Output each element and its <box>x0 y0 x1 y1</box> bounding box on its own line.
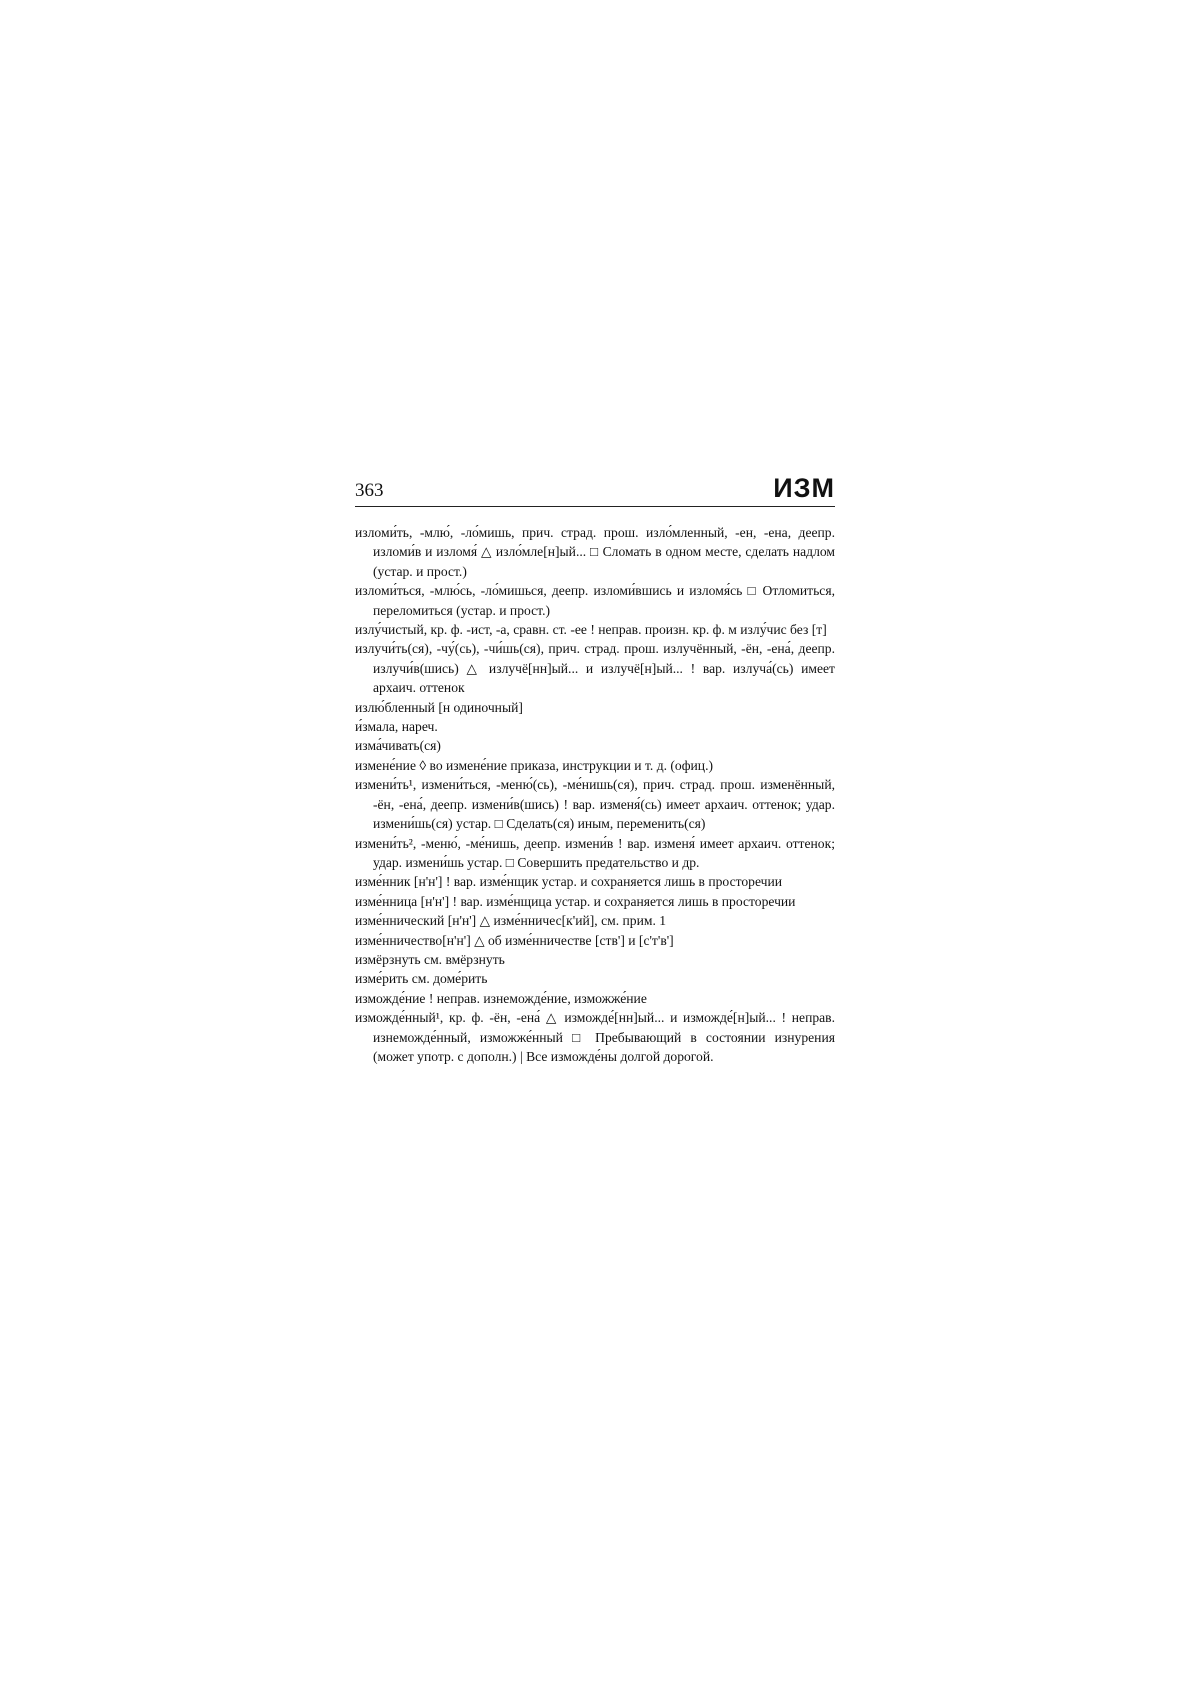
running-head: ИЗМ <box>773 473 835 503</box>
dictionary-entry: излю́бленный [н одиночный] <box>355 699 523 715</box>
dictionary-entry: изма́чивать(ся) <box>355 738 441 754</box>
dictionary-entry: измёрзнуть см. вмёрзнуть <box>355 951 505 967</box>
dictionary-entry: изме́нник [н'н'] ! вар. изме́нщик устар. и сохраняется лишь в просторечии <box>355 874 783 890</box>
dictionary-entry: измени́ть², -меню́, -ме́нишь, деепр. измени́в ! вар. изменя́ имеет архаич. оттенок; удар. измени́шь устар. □ Совершить предательство и др. <box>355 835 835 870</box>
dictionary-entry: излучи́ть(ся), -чу́(сь), -чи́шь(ся), прич. страд. прош. излучённый, -ён, -ена́, деепр. излучи́в(шись) △ излучё[нн]ый... и излучё[н]ый... ! вар. излуча́(сь) имеет архаич. оттенок <box>355 641 835 696</box>
dictionary-entry: изме́рить см. доме́рить <box>355 971 488 987</box>
dictionary-entry: измене́ние ◊ во измене́ние приказа, инструкции и т. д. (офиц.) <box>355 757 714 773</box>
dictionary-entry: изме́нничество[н'н'] △ об изме́нничестве [ств'] и [с'т'в'] <box>355 932 674 948</box>
page-number: 363 <box>355 480 384 501</box>
dictionary-page <box>355 470 835 1066</box>
dictionary-entry: изможде́нный¹, кр. ф. -ён, -ена́ △ изможде́[нн]ый... и изможде́[н]ый... ! неправ. изнеможде́нный, изможже́нный □ Пребывающий в состоянии изнурения (может употр. с дополн.) | Все изможде́ны долгой дорогой. <box>355 1010 835 1064</box>
dictionary-entry: и́змала, нареч. <box>355 719 438 735</box>
dictionary-entry: изме́ннический [н'н'] △ изме́нничес[к'ий], см. прим. 1 <box>355 913 667 929</box>
dictionary-entry: изможде́ние ! неправ. изнеможде́ние, изможже́ние <box>355 990 647 1006</box>
dictionary-entry: изломи́ться, -млю́сь, -ло́мишься, деепр. изломи́вшись и изломя́сь □ Отломиться, переломиться (устар. и прост.) <box>355 583 835 618</box>
dictionary-entry: изме́нница [н'н'] ! вар. изме́нщица устар. и сохраняется лишь в просторечии <box>355 893 796 909</box>
page-header <box>355 470 835 507</box>
entry-list <box>355 523 835 1066</box>
dictionary-entry: измени́ть¹, измени́ться, -меню́(сь), -ме́нишь(ся), прич. страд. прош. изменённый, -ён, -ена́, деепр. измени́в(шись) ! вар. изменя́(сь) имеет архаич. оттенок; удар. измени́шь(ся) устар. □ Сделать(ся) иным, переменить(ся) <box>355 777 835 832</box>
dictionary-entry: изломи́ть, -млю́, -ло́мишь, прич. страд. прош. изло́мленный, -ен, -ена, деепр. изломи́в и изломя́ △ изло́мле[н]ый... □ Сломать в одном месте, сделать надлом (устар. и прост.) <box>355 525 835 579</box>
dictionary-entry: излу́чистый, кр. ф. -ист, -а, сравн. ст. -ее ! неправ. произн. кр. ф. м излу́чис без [т] <box>355 622 827 638</box>
